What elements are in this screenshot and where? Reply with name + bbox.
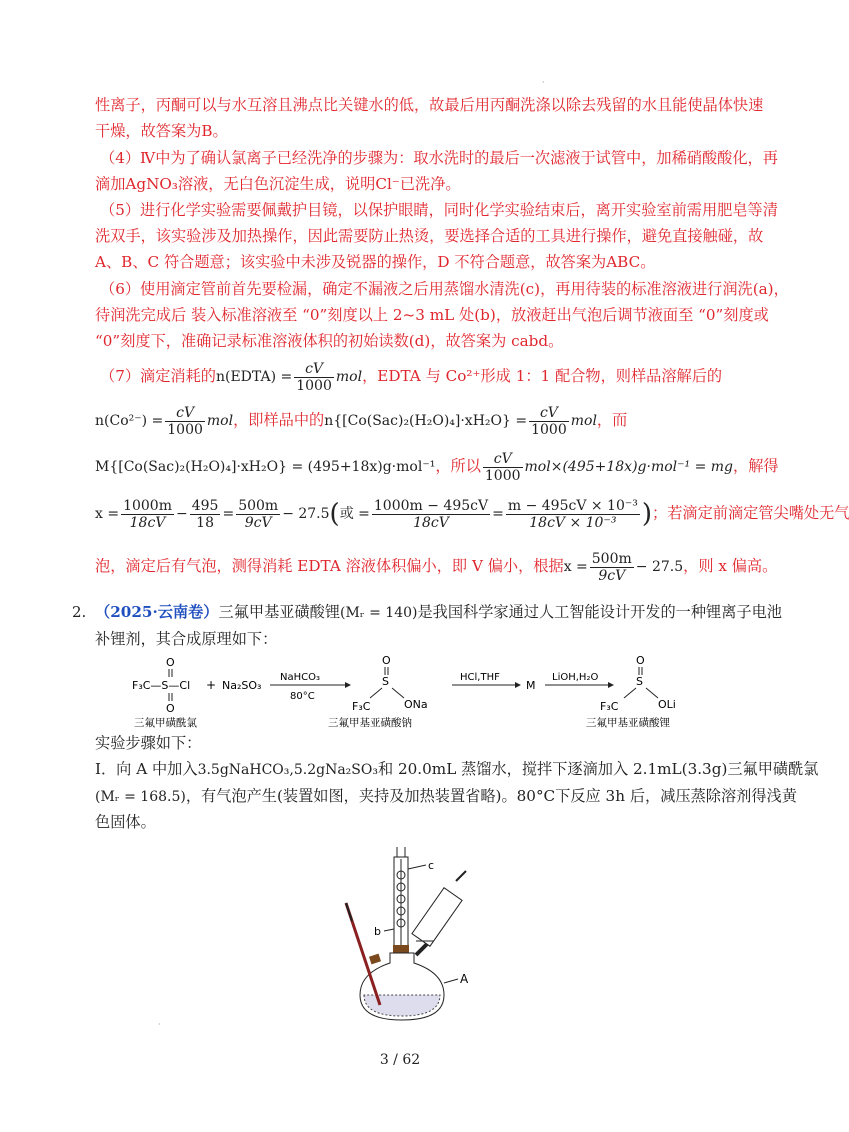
answer-part7-line1: （7）滴定消耗的n(EDTA) = $\frac{cV}{1000}$ mol，EDTA 与 Co²⁺形成 1：1 配合物，则样品溶解后的 [100, 360, 723, 394]
scheme-cond1-top: NaHCO₃ [280, 672, 320, 683]
eq-M-complex: M{[Co(Sac)₂(H₂O)₄]·xH₂O} = (495+18x)g·mol⁻¹ [95, 459, 436, 475]
scheme-cond1-bottom: 80°C [290, 691, 315, 702]
answer-part5-line1: （5）进行化学实验需要佩戴护目镜，以保护眼睛，同时化学实验结束后，离开实验室前需用肥皂等清 [100, 201, 778, 219]
answer-part6-line3: “0”刻度下，准确记录标准溶液体积的初始读数(d)，故答案为 cabd。 [95, 332, 564, 350]
answer-part7-line4: x = $\frac{1000m}{18cV}$ − $\frac{495}{18}$ = $\frac{500m}{9cV}$ − 27.5(或 = $\frac{1000m - 495cV}{18cV}$ = $\frac{\text{m − 495cV × 10⁻³}}{\text{18cV × 10⁻³}}$ )；若滴定前滴定管尖嘴处无气 [95, 497, 849, 531]
eq-tail-mg: mol×(495+18x)g·mol⁻¹ = mg [524, 459, 733, 475]
steps-label: 实验步骤如下： [95, 734, 202, 752]
answer-part5-line3: A、B、C 符合题意；该实验中未涉及锐器的操作，D 不符合题意，故答案为ABC。 [95, 253, 656, 271]
apparatus-diagram [330, 845, 490, 1025]
scheme-plus: + [206, 678, 217, 692]
scheme-prod-oli: OLi [658, 698, 676, 711]
scheme-o-bottom: O [166, 702, 175, 715]
scheme-cond3-top: LiOH,H₂O [552, 672, 599, 683]
answer-part5-line2: 洗双手，该实验涉及加热操作，因此需要防止热烫，要选择合适的工具进行操作，避免直接触碰，故 [95, 227, 764, 245]
reaction-scheme [120, 650, 680, 730]
frac-cv-1000: $\frac{cV}{1000}$ [296, 360, 332, 394]
label-c: c [428, 859, 435, 872]
step1-line1: Ⅰ．向 A 中加入3.5gNaHCO₃,5.2gNa₂SO₃和 20.0mL 蒸馏水，搅拌下逐滴加入 2.1mL(3.3g)三氟甲磺酰氯 [95, 760, 819, 778]
eq-n-edta: n(EDTA) = [215, 369, 293, 385]
answer-part7-line2: n(Co²⁻) = $\frac{cV}{1000}$ mol，即样品中的n{[Co(Sac)₂(H₂O)₄]·xH₂O} = $\frac{cV}{1000}$ mol，而 [95, 404, 628, 438]
answer-part6-line2: 待润洗完成后 装入标准溶液至 “0”刻度以上 2~3 mL 处(b)，放液赶出气泡后调节液面至 “0”刻度或 [95, 306, 769, 324]
scheme-int1-ona: ONa [404, 698, 428, 711]
answer-part4-line1: （4）Ⅳ中为了确认氯离子已经洗净的步骤为：取水洗时的最后一次滤液于试管中，加稀硝酸酸化，再 [100, 149, 778, 167]
answer-part7-line5: 泡，滴定后有气泡，测得消耗 EDTA 溶液体积偏小，即 V 偏小，根据x = $\frac{500m}{9cV}$ − 27.5，则 x 偏高。 [95, 550, 778, 584]
eq-n-complex: n{[Co(Sac)₂(H₂O)₄]·xH₂O} = [324, 413, 528, 429]
scheme-o-top: O [166, 656, 175, 669]
scheme-reagent-a: F₃C—S—Cl [132, 679, 191, 692]
question-number: 2. [72, 603, 87, 621]
document-page: · 性离子，丙酮可以与水互溶且沸点比关键水的低，故最后用丙酮洗涤以除去残留的水且能使晶体快速 干燥，故答案为B。 （4）Ⅳ中为了确认氯离子已经洗净的步骤为：取水洗时的最后一次滤液于试管中，加稀硝酸酸化，再 滴加AgNO₃溶液，无白色沉淀生成，说明Cl⁻已洗净。 （5）进行化学实验需要佩戴护目镜，以保护眼睛，同时化学实验结束后，离开实验室前需用肥皂等清 洗双手，该实验涉及加热操作，因此需要防止热烫，要选择合适的工具进行操作，避免直接触碰，故 A、B、C 符合题意；该实验中未涉及锐器的操作，D 不符合题意，故答案为ABC。 （6）使用滴定管前首先要检漏，确定不漏液之后用蒸馏水清洗(c)，再用待装的标准溶液进行润洗(a)， 待润洗完成后 装入标准溶液至 “0”刻度以上 2~3 mL 处(b)，放液赶出气泡后调节液面至 “0”刻度或 “0”刻度下，准确记录标准溶液体积的初始读数(d)，故答案为 cabd。 （7）滴定消耗的n(EDTA) = $\frac{cV}{1000}$ mol，EDTA 与 Co²⁺形成 1：1 配合物，则样品溶解后的 n(Co²⁻) = $\frac{cV}{1000}$ mol，即样品中的n{[Co(Sac)₂(H₂O)₄]·xH₂O} = $\frac{cV}{1000}$ mol，而 M{[Co(Sac)₂(H₂O)₄]·xH₂O} = (495+18x)g·mol⁻¹，所以 $\frac{cV}{1000}$ mol×(495+18x)g·mol⁻¹ = mg，解得 x = $\frac{1000m}{18cV}$ − $\frac{495}{18}$ = $\frac{500m}{9cV}$ − 27.5(或 = $\frac{1000m - 495cV}{18cV}$ = $\frac{\text{m − 495cV × 10⁻³}}{\text{18cV × 10⁻³}}$ )；若滴定前滴定管尖嘴处无气 泡，滴定后有气泡，测得消耗 EDTA 溶液体积偏小，即 V 偏小，根据x = $\frac{500m}{9cV}$ − 27.5，则 x 偏高。 2. （2025·云南卷）三氟甲基亚磺酸锂(Mᵣ = 140)是我国科学家通过人工智能设计开发的一种锂离子电池 补锂剂，其合成原理如下： O F₃C—S—Cl O + Na₂SO₃ NaHCO₃ 80°C O S F₃C ONa HCl,THF M LiOH,H₂O O S F₃C OLi 三氟甲磺酰氯 三氟甲基亚磺酸钠 三氟甲基亚磺酸锂 实验步骤如下： Ⅰ．向 A 中加入3.5gNaHCO₃,5.2gNa₂SO₃和 20.0mL 蒸馏水，搅拌下逐滴加入 2.1mL(3.3g)三氟甲磺酰氯 (Mᵣ = 168.5)，有气泡产生(装置如图，夹持及加热装置省略)。80°C下反应 3h 后，减压蒸除溶剂得浅黄 色固体。 c b A · 3 / 62 [0, 0, 800, 1132]
answer-part7-line3: M{[Co(Sac)₂(H₂O)₄]·xH₂O} = (495+18x)g·mol⁻¹，所以 $\frac{cV}{1000}$ mol×(495+18x)g·mol⁻¹ = mg，解得 [95, 450, 779, 484]
step1-line2: (Mᵣ = 168.5)，有气泡产生(装置如图，夹持及加热装置省略)。80°C下反应 3h 后，减压蒸除溶剂得浅黄 [95, 787, 797, 805]
question2-line1: （2025·云南卷）三氟甲基亚磺酸锂(Mᵣ = 140)是我国科学家通过人工智能设计开发的一种锂离子电池 [95, 603, 782, 621]
answer-part4-line2: 滴加AgNO₃溶液，无白色沉淀生成，说明Cl⁻已洗净。 [95, 175, 461, 193]
question2-line2: 补锂剂，其合成原理如下： [95, 630, 278, 648]
scheme-name-3: 三氟甲基亚磺酸锂 [586, 717, 670, 729]
answer-line-2: 干燥，故答案为B。 [95, 122, 228, 140]
label-a: A [460, 972, 469, 986]
page-number: 3 / 62 [379, 1052, 421, 1068]
scheme-name-2: 三氟甲基亚磺酸钠 [328, 717, 412, 729]
scheme-int1-o: O [382, 654, 391, 667]
answer-line-1: 性离子，丙酮可以与水互溶且沸点比关键水的低，故最后用丙酮洗涤以除去残留的水且能使晶体快速 [95, 96, 764, 114]
label-b: b [374, 925, 381, 938]
answer-part6-line1: （6）使用滴定管前首先要检漏，确定不漏液之后用蒸馏水清洗(c)，再用待装的标准溶液进行润洗(a)， [100, 280, 789, 298]
scheme-prod-s: S [636, 675, 643, 688]
scheme-name-1: 三氟甲磺酰氯 [134, 717, 197, 729]
scheme-prod-f3c: F₃C [600, 700, 619, 713]
scheme-prod-o: O [636, 654, 645, 667]
scheme-m: M [526, 679, 536, 692]
eq-n-co: n(Co²⁻) = [95, 413, 164, 429]
step1-line3: 色固体。 [95, 813, 156, 831]
scheme-int1-s: S [382, 675, 389, 688]
scheme-na2so3: Na₂SO₃ [222, 679, 262, 692]
scheme-cond2-top: HCl,THF [460, 672, 500, 683]
question-source-tag: （2025·云南卷） [95, 603, 219, 621]
scheme-int1-f3c: F₃C [352, 700, 371, 713]
